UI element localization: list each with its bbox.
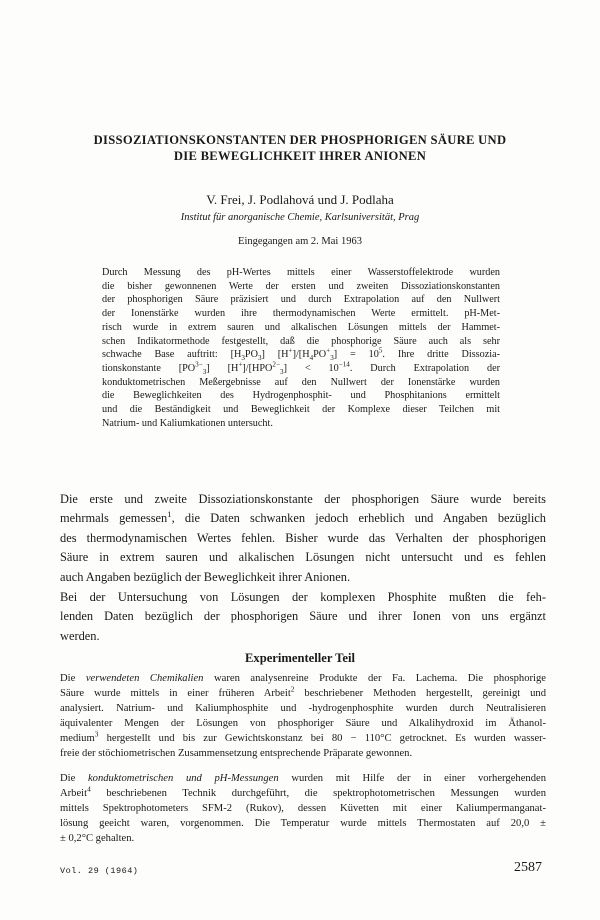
text-line: auch Angaben bezüglich der Beweglichkeit ihrer Anionen. [60,569,351,584]
italic-text: konduktometrischen und pH-Messungen [87,773,279,784]
institute: Institut für anorganische Chemie, Karlsuniversität, Prag [180,212,420,223]
text-line [60,784,546,802]
text: beschriebenen Technik durchgeführt, die spektrophotometrischen Messungen wurden [90,787,546,799]
footnote-ref: 3 [94,729,99,739]
subscript: 3 [280,367,284,376]
abstract-text: ] < 10 [283,362,339,374]
superscript: + [238,360,243,369]
text: waren analysenreine Produkte der Fa. Lachema. Die phosphorige [203,673,546,684]
abstract-text: schwache Base auftritt: [H [102,349,242,361]
footnote-ref: 1 [167,509,172,520]
text-line: Bei der Untersuchung von Lösungen der komplexen Phosphite mußten die feh- [60,590,546,604]
text-line: äquivalenter Mengen der Lösungen von phosphoriger Säure und Alkalihydroxid im Äthanol- [60,717,546,729]
abstract-line: risch wurde in extrem sauren und alkalischen Lösungen mittels der Hammet- [102,321,500,333]
abstract-text: tionskonstante [PO [102,362,196,374]
abstract-text: ]/[HPO [242,362,273,374]
text: mehrmals gemessen [60,511,168,526]
subscript: 3 [330,354,334,363]
abstract-text: ] = 10 [333,349,379,361]
abstract-text: . Durch Extrapolation der [349,362,500,374]
authors: V. Frei, J. Podlahová und J. Podlaha [206,192,394,207]
abstract-text: ] [H [261,349,289,361]
subscript: 3 [257,354,262,363]
received-date: Eingegangen am 2. Mai 1963 [238,236,362,247]
abstract [102,266,500,430]
abstract-text: ] [H [206,362,239,374]
superscript: 5 [378,346,383,355]
text-line: freie der stöchiometrischen Zusammensetzung entsprechende Präparate gewonnen. [60,747,413,759]
abstract-line: der phosphorigen Säure präzisiert und durch Extrapolation auf den Nullwert [102,294,500,306]
subscript: 3 [241,354,245,363]
abstract-line: der Ionenstärke wurden ihre thermodynamischen Werte ermittelt. pH-Met- [102,308,500,320]
section-heading: Experimenteller Teil [245,651,355,665]
text-line: werden. [60,628,100,643]
text: Arbeit [60,787,88,799]
abstract-line: schen Indikatormethode festgestellt, daß die phosphorige Säure auch als sehr [102,335,500,347]
text: Säure wurde mittels in einer früheren Arbeit [60,687,291,699]
italic-text: verwendeten Chemikalien [85,673,204,684]
article-title [50,132,550,164]
abstract-line: konduktometrischen Meßergebnisse auf den Nullwert der Ionenstärke wurden [102,376,500,388]
abstract-text: ]/[H [292,349,310,361]
text-line [60,772,546,787]
abstract-text: PO [244,349,258,361]
abstract-line: die Beweglichkeiten des Hydrogenphosphit- und Phosphitanions ermittelt [102,390,500,402]
text-line [60,672,546,687]
footnote-ref: 4 [87,784,91,794]
abstract-line: die bisher gewonnenen Werte der ersten und zweiten Dissoziationskonstanten [102,280,500,292]
superscript: + [326,346,331,355]
text-line: analysiert. Natrium- und Kaliumphosphite und -hydrogenphosphite wurden durch Neutralisieren [60,702,546,714]
abstract-text: PO [313,349,327,361]
experimental-paragraph-2 [60,772,546,847]
text: Die [60,673,86,684]
text: beschriebener Methoden hergestellt, gereinigt und [294,687,546,699]
text: , die Daten schwanken jedoch erheblich und Angaben bezüglich [171,511,546,526]
intro-paragraph-1 [60,490,546,587]
text: Die [60,773,88,784]
text-line: mittels Spektrophotometers SFM-2 (Rukov), dessen Küvetten mit einer Kaliumpermanganat- [60,802,546,814]
superscript: −14 [338,360,350,369]
text-line [60,729,546,747]
abstract-line: und die Beständigkeit und Beweglichkeit der Komplexe dieser Teilchen mit [102,404,500,416]
title-line-2: DIE BEWEGLICHKEIT IHRER ANIONEN [173,149,427,163]
superscript: 3− [195,360,203,369]
text: wurden mit Hilfe der in einer vorhergehenden [278,773,546,784]
footnote-ref: 2 [290,684,295,694]
text-line: des thermodynamischen Wertes fehlen. Bisher wurde das Verhalten der phosphorigen [60,530,546,545]
text-line: lenden Daten bezüglich der phosphorigen Säure und ihrer Ionen von uns ergänzt [60,609,546,624]
abstract-line: Durch Messung des pH-Wertes mittels einer Wasserstoffelektrode wurden [102,267,500,278]
text: hergestellt und bis zur Gewichtskonstanz bei 80 − 110°C getrocknet. Es wurden wasser- [98,732,546,744]
subscript: 3 [202,367,207,376]
text-line [60,684,546,702]
abstract-formula-line [102,348,500,362]
text-line [60,509,546,528]
intro-paragraph-2 [60,588,546,646]
text-line: lösung geeicht waren, vorgenommen. Die Temperatur wurde mittels Thermostaten auf 20,0 ± [60,817,546,829]
text-line: Säure in extrem sauren und alkalischen Lösungen nicht untersucht und es fehlen [60,550,546,565]
abstract-line: Natrium- und Kaliumkationen untersucht. [102,417,273,429]
abstract-text: . Ihre dritte Dissozia- [382,349,500,361]
superscript: 2− [272,360,280,369]
page-number: 2587 [514,860,542,875]
text: medium [60,732,95,744]
title-line-1: DISSOZIATIONSKONSTANTEN DER PHOSPHORIGEN SÄURE UND [93,133,507,147]
text-line: ± 0,2°C gehalten. [60,832,135,844]
subscript: 4 [309,354,314,363]
superscript: + [288,346,293,355]
journal-volume: Vol. 29 (1964) [60,866,139,876]
experimental-paragraph-1 [60,672,546,761]
text-line: Die erste und zweite Dissoziationskonstante der phosphorigen Säure wurde bereits [60,492,546,506]
abstract-formula-line [102,362,500,376]
